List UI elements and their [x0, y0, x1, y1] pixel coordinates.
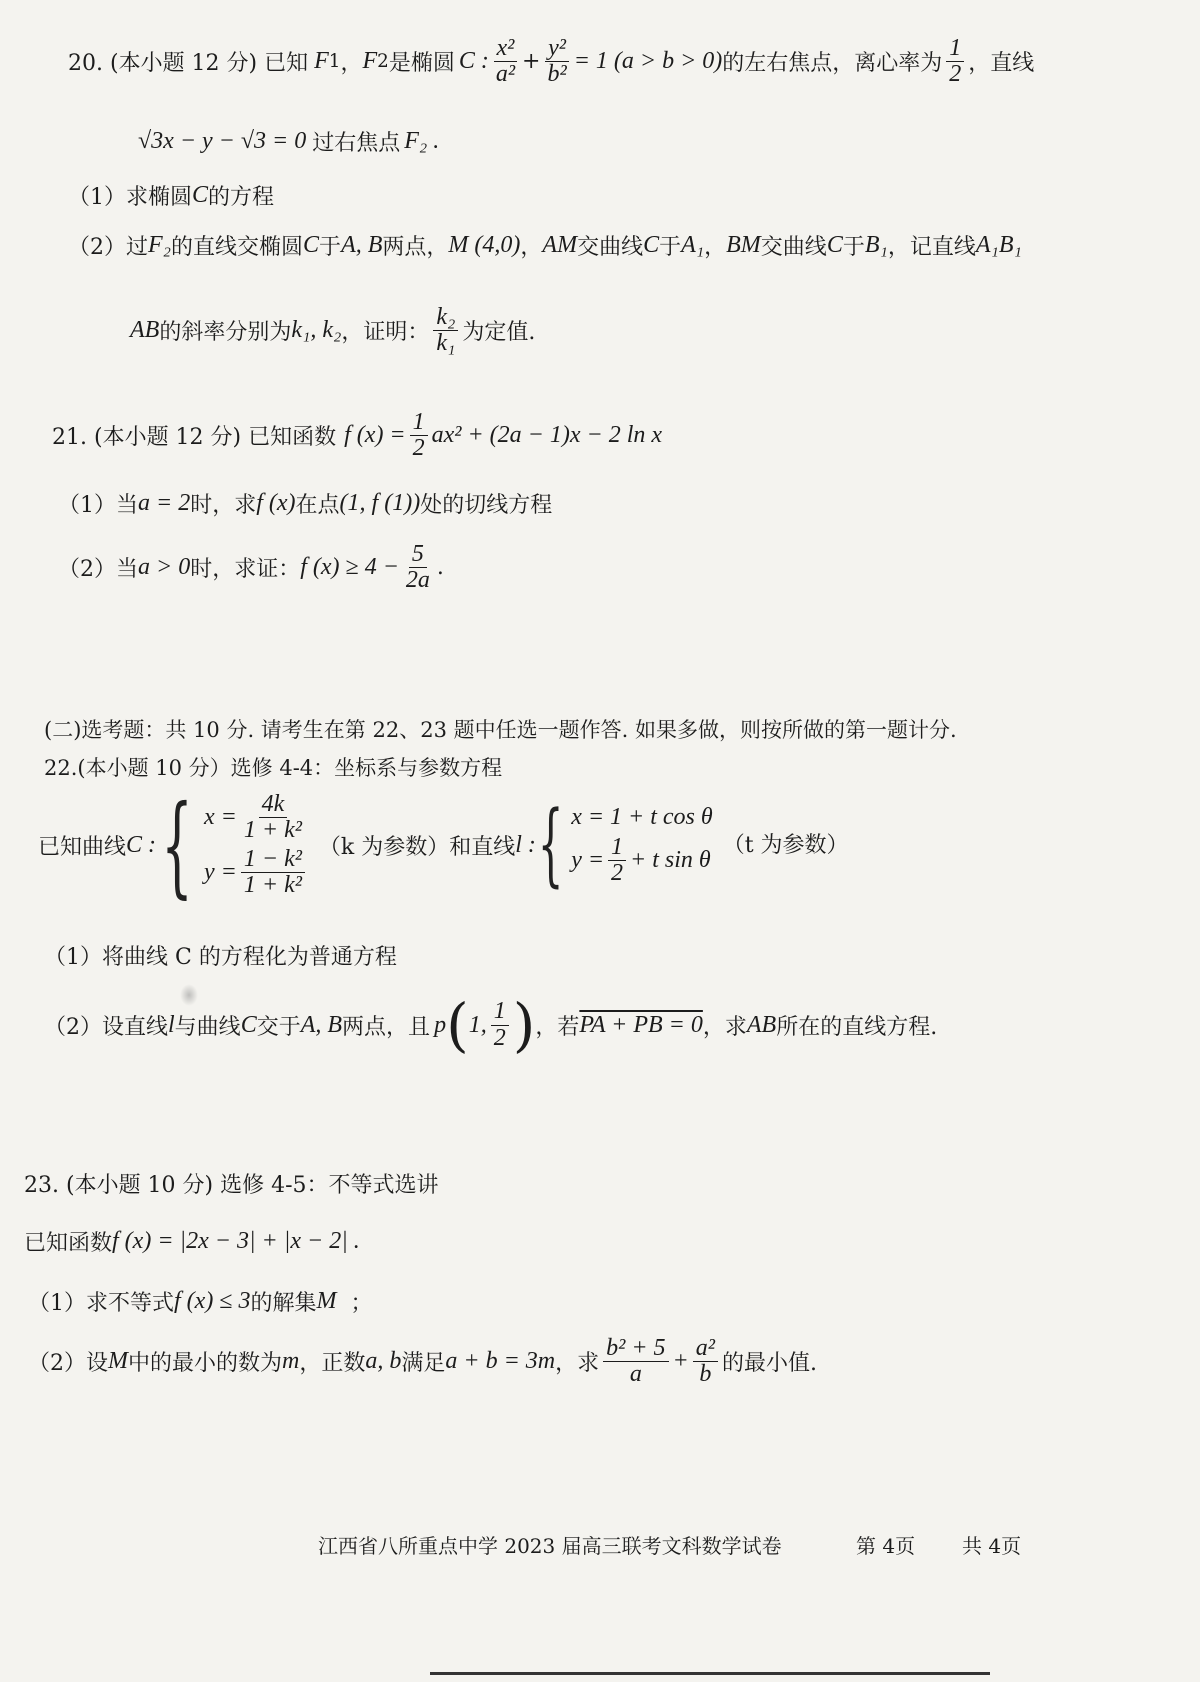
q20-p1-text: （1）求椭圆: [68, 185, 192, 210]
q22-line-system: [536, 792, 713, 897]
q20-heading: 20. (本小题 12 分) 已知: [68, 51, 309, 77]
footer-page: 第 4页: [856, 1534, 916, 1558]
q23-heading-line: [24, 1168, 439, 1199]
q22-p2-f: ，若: [535, 1014, 580, 1040]
q20-line2-end: F₂ .: [404, 128, 440, 154]
q22-curve-system: [156, 781, 309, 909]
q20-p3-den: k₁: [436, 330, 456, 357]
q22-ly-rest: + t sin θ: [630, 847, 711, 873]
q22-curve-line: [38, 781, 849, 909]
q21-p2-cond: a > 0: [138, 554, 191, 581]
q22-p1-text: （1）将曲线 C 的方程化为普通方程: [44, 945, 397, 970]
q23-p2-b: 中的最小的数为: [128, 1351, 283, 1377]
q22-p2-ab: A, B: [300, 1011, 343, 1038]
q20-eq1: = 1 (a > b > 0): [573, 48, 723, 75]
q22-p2-c: C: [240, 1011, 257, 1038]
q21-p2-f: f (x) ≥ 4 −: [300, 554, 399, 581]
q20-line2: [138, 126, 439, 157]
q23-p1-M: M: [316, 1288, 337, 1314]
q20-c-name: C :: [458, 48, 489, 75]
q21-part1: [58, 488, 552, 519]
q22-p2-p: p: [434, 1011, 447, 1038]
q20-x-frac: [493, 36, 518, 87]
q23-p2-plus: +: [672, 1348, 689, 1375]
q21-p2-num: 5: [409, 542, 427, 568]
q22-param-t: （t 为参数）: [722, 833, 849, 858]
q20-p2-meet1: 交曲线: [577, 235, 644, 260]
q23-p2-d2: b: [699, 1361, 712, 1388]
q22-p2-vector-eq: PA + PB = 0: [579, 1011, 703, 1038]
q22-y-lhs: y =: [204, 859, 237, 886]
q22-x-den: 1 + k²: [243, 816, 302, 843]
q22-heading-line: [44, 752, 502, 782]
q22-p2-e: 两点，且: [342, 1014, 431, 1040]
q20-plus: +: [522, 49, 541, 75]
q23-p2-M: M: [108, 1348, 128, 1375]
q22-y-frac: [241, 847, 305, 898]
q21-p2-b: 时，求证：: [190, 557, 301, 583]
q20-p2-yu3: 于: [842, 235, 865, 260]
q20-a2: a²: [495, 61, 516, 88]
q21-line1: [52, 410, 662, 461]
q20-y-frac: [544, 36, 569, 87]
q22-l: l :: [515, 831, 536, 858]
q23-p2-n1: b² + 5: [603, 1336, 668, 1362]
q23-p2-e: ，求: [555, 1351, 600, 1377]
q23-p1-b: 的解集: [250, 1291, 317, 1316]
q23-def: [24, 1226, 360, 1257]
q23-p2-c: ，正数: [299, 1351, 366, 1377]
q22-x-frac: [241, 792, 305, 843]
q22-y-num: 1 − k²: [241, 847, 305, 873]
q22-lx: x = 1 + t cos θ: [571, 803, 713, 830]
q22-p2-pt1: 1,: [468, 1011, 487, 1038]
q22-y-row: [204, 847, 309, 898]
q23-p1-ineq: f (x) ≤ 3: [174, 1288, 251, 1314]
q21-half-den: 2: [412, 435, 425, 462]
q20-half-den: 2: [949, 61, 962, 88]
q23-heading: 23. (本小题 10 分) 选修 4-5：不等式选讲: [24, 1173, 439, 1198]
q22-paren-open: (: [446, 991, 469, 1059]
q20-p2-a1b1: A₁B₁: [975, 232, 1022, 258]
q21-p1-end: 处的切线方程: [420, 493, 553, 518]
q20-p1-end: 的方程: [208, 185, 275, 210]
footer-total: 共 4页: [962, 1534, 1022, 1558]
q20-p2-yu: 于: [319, 235, 342, 260]
q20-p3-slopes: 的斜率分别为: [159, 320, 292, 346]
q20-p3-prove: ，证明：: [341, 320, 430, 346]
q22-p2-num: 1: [491, 999, 509, 1025]
q22-known: 已知曲线: [38, 834, 127, 860]
q23-p2-d1: a: [629, 1361, 642, 1388]
q22-param-k: （k 为参数）和直线: [318, 834, 516, 860]
q20-p2-b: 的直线交椭圆: [171, 235, 304, 260]
q22-x-num: 4k: [259, 792, 288, 818]
q20-part1: [68, 180, 274, 211]
section-optional-text: (二)选考题：共 10 分. 请考生在第 22、23 题中任选一题作答. 如果多做，则按所做的第一题计分.: [44, 718, 957, 742]
q22-brace-left: {: [161, 781, 193, 909]
q23-p2-n2: a²: [693, 1336, 718, 1362]
q21-p2-frac: [403, 542, 433, 593]
q23-part1: [28, 1286, 373, 1317]
q23-p2-ab: a, b: [365, 1348, 402, 1375]
q20-p2-bm: BM: [726, 232, 761, 258]
q22-ly-lhs: y =: [571, 847, 605, 873]
q22-p2-a: （2）设直线: [44, 1014, 168, 1040]
q20-p2-points: 两点，: [382, 235, 449, 260]
q20-tail2: ，直线: [968, 51, 1035, 77]
q20-p2-b1: B₁: [864, 232, 888, 258]
q22-p2-g: ，求: [702, 1014, 747, 1040]
q23-p2-a: （2）设: [28, 1351, 108, 1377]
q20-p2-comma: ，: [520, 235, 543, 260]
q23-part2: [28, 1336, 817, 1387]
q20-p2-c3: C: [643, 232, 660, 258]
q22-p2-ab2: AB: [746, 1011, 777, 1038]
q20-f1-sub: 1: [328, 51, 341, 73]
q20-p2-yu2: 于: [659, 235, 682, 260]
q23-p2-eq: a + b = 3m: [445, 1348, 556, 1375]
q22-paren-close: ): [512, 991, 536, 1059]
q20-half: [946, 36, 964, 87]
q20-line-eq: √3x − y − √3 = 0: [138, 128, 307, 154]
q21-part2: [58, 542, 444, 593]
q22-brace-right: {: [537, 792, 564, 897]
q20-ellipse-word: 是椭圆: [388, 51, 455, 77]
q23-def-text: 已知函数: [24, 1231, 113, 1256]
q21-p1-f: f (x): [256, 490, 296, 516]
q22-x-lhs: x =: [204, 803, 237, 830]
q20-p2-a: （2）过: [68, 235, 148, 260]
q23-p2-d: 满足: [401, 1351, 446, 1377]
q21-p1-c: 在点: [295, 493, 340, 518]
q22-c: C :: [126, 831, 157, 858]
q23-p2-m: m: [282, 1348, 300, 1375]
q20-b2: b²: [547, 61, 567, 88]
q20-part2: [68, 230, 1022, 261]
q22-p2-l: l: [168, 1011, 175, 1038]
q20-f1: F: [314, 48, 329, 75]
q20-part2-cont: [130, 305, 535, 356]
q20-comma: ，: [340, 51, 363, 77]
scan-smudge: [180, 984, 198, 1006]
q20-p2-record: ，记直线: [887, 235, 976, 260]
q20-tail1: 的左右焦点，离心率为: [722, 51, 943, 77]
q20-y2: y²: [545, 36, 569, 62]
q20-f2-sub: 2: [377, 51, 389, 73]
q20-p2-a1: A₁: [681, 232, 705, 258]
q21-p1-point: (1, f (1)): [339, 490, 421, 516]
q22-p2-frac: [491, 999, 509, 1050]
q21-p2-end: .: [436, 555, 444, 581]
q20-p3-end: 为定值.: [462, 320, 536, 346]
q23-p1-end: ；: [350, 1291, 373, 1316]
q20-p2-c: C: [303, 232, 320, 258]
q21-p1-a: （1）当: [58, 493, 138, 518]
q20-f2: F: [362, 48, 378, 75]
q22-p2-den: 2: [493, 1024, 506, 1051]
q21-p1-b: 时，求: [190, 493, 257, 518]
q22-ly-frac: [608, 835, 626, 886]
section-optional: [44, 714, 957, 744]
q20-p3-ab: AB: [130, 317, 160, 344]
q22-ly-row: [571, 835, 713, 886]
q20-p2-m: M (4,0): [448, 232, 521, 258]
q20-line1: [68, 36, 1034, 87]
q22-part1: [44, 940, 397, 971]
q22-heading: 22.(本小题 10 分）选修 4-4：坐标系与参数方程: [44, 756, 503, 780]
q23-p2-f: 的最小值.: [721, 1351, 817, 1377]
q21-half: [410, 410, 428, 461]
q22-x-row: [204, 792, 309, 843]
q20-p2-comma2: ，: [704, 235, 727, 260]
bottom-edge-line: [430, 1672, 990, 1675]
q20-p2-am: AM: [542, 232, 578, 258]
q23-p2-frac2: [693, 1336, 718, 1387]
q20-p2-ab: A, B: [341, 232, 383, 258]
q22-y-den: 1 + k²: [243, 872, 302, 899]
q20-half-num: 1: [946, 36, 964, 62]
q20-x2: x²: [494, 36, 518, 62]
q22-ly-den: 2: [611, 860, 624, 886]
q22-p2-h: 所在的直线方程.: [776, 1014, 938, 1040]
q20-p3-num: k₂: [433, 305, 458, 331]
q23-def-math: f (x) = |2x − 3| + |x − 2| .: [112, 1228, 360, 1254]
q21-p2-a: （2）当: [58, 557, 138, 583]
q21-f: f (x) =: [344, 422, 406, 449]
q23-p2-frac1: [603, 1336, 668, 1387]
q21-p2-den: 2a: [405, 567, 430, 594]
q20-p1-c: C: [192, 182, 209, 208]
q20-p2-c4: C: [826, 232, 843, 258]
q20-p2-f2: F₂: [148, 232, 172, 258]
q22-part2: [44, 991, 938, 1059]
q20-p3-frac: [433, 305, 458, 356]
q22-p2-b: 与曲线: [174, 1014, 241, 1040]
q20-line2-text: 过右焦点: [312, 131, 401, 156]
q23-p1-a: （1）求不等式: [28, 1291, 174, 1316]
q22-p2-d: 交于: [256, 1014, 301, 1040]
q21-p1-cond: a = 2: [138, 490, 191, 516]
q20-p3-k: k₁, k₂: [291, 317, 342, 344]
footer-title: 江西省八所重点中学 2023 届高三联考文科数学试卷: [318, 1534, 782, 1558]
q22-ly-num: 1: [608, 835, 626, 861]
q21-heading: 21. (本小题 12 分) 已知函数: [52, 425, 337, 451]
q21-half-num: 1: [410, 410, 428, 436]
q21-rest: ax² + (2a − 1)x − 2 ln x: [431, 422, 663, 449]
q20-p2-meet2: 交曲线: [760, 235, 827, 260]
